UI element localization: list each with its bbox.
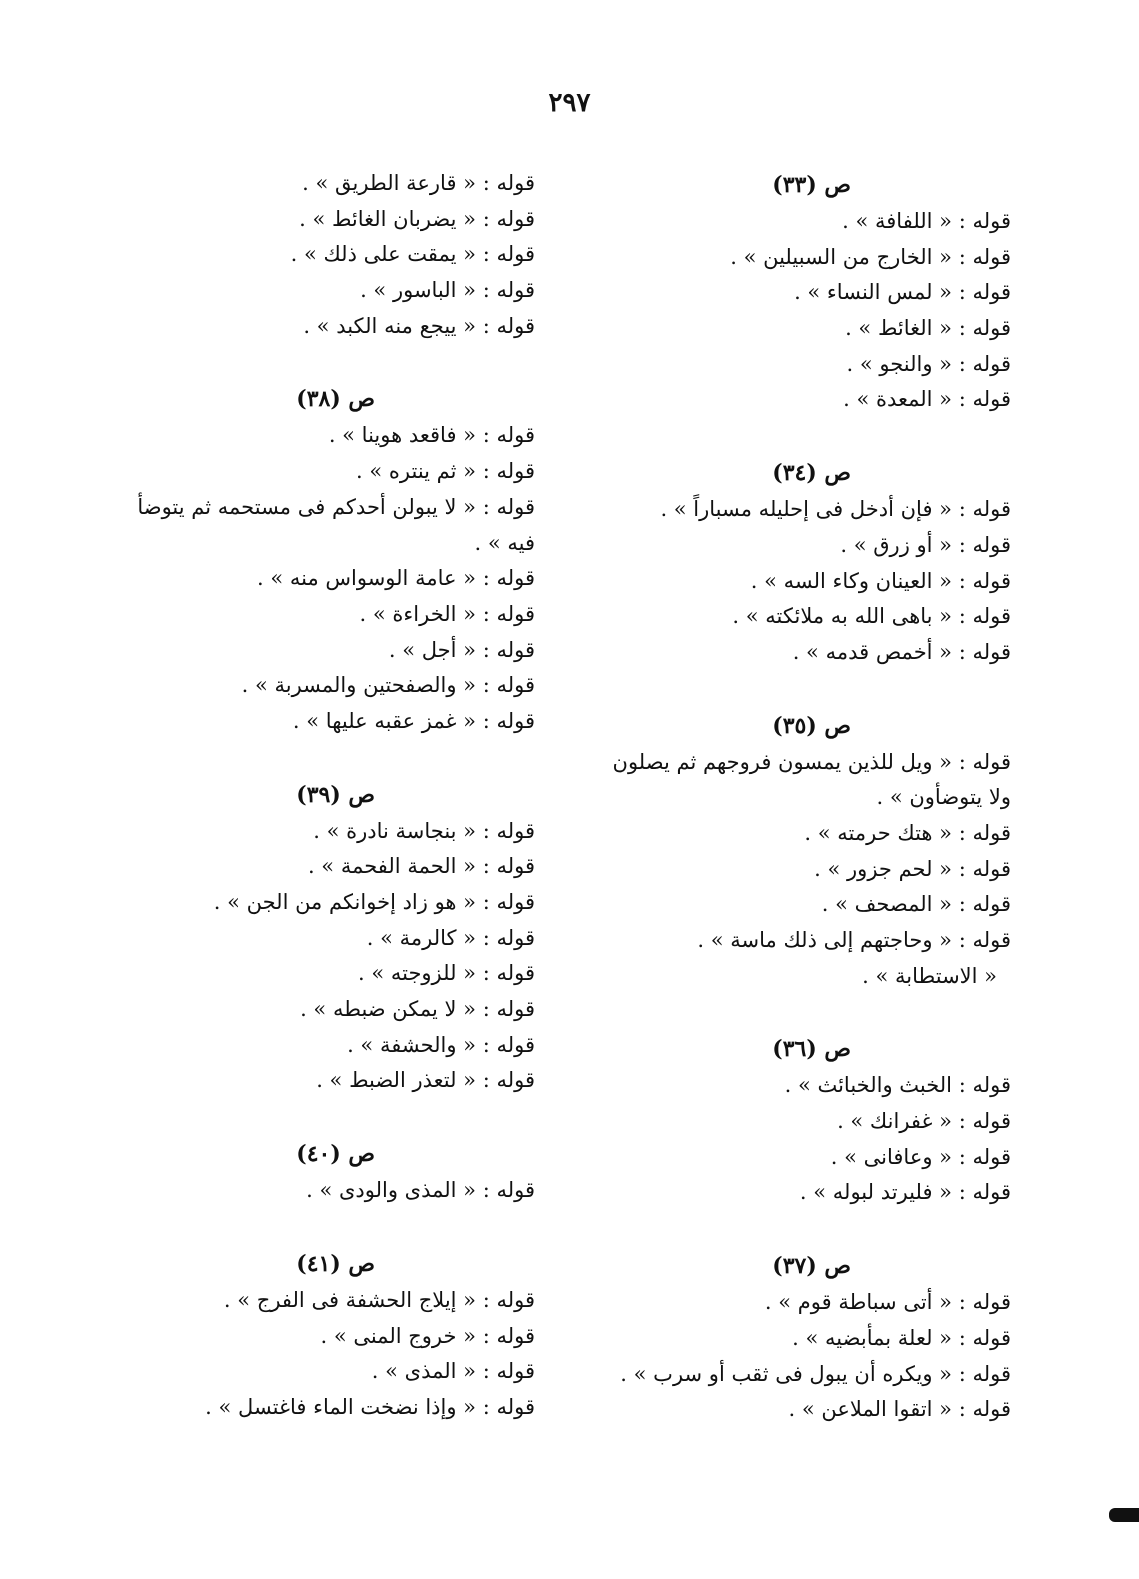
section-heading: ص (٣٦)	[772, 1036, 851, 1063]
entry-line: قوله : « المذى والودى » .	[306, 1178, 535, 1203]
section	[611, 1247, 1011, 1428]
entry-line: قوله : « أتى سباطة قوم » .	[764, 1290, 1011, 1315]
entry-line: قوله : « للزوجته » .	[357, 961, 535, 986]
section	[611, 707, 1011, 995]
section	[611, 166, 1011, 418]
entry-line: قوله : « خروج المنى » .	[320, 1323, 535, 1348]
section-heading: ص (٣٥)	[772, 712, 851, 739]
section-heading: ص (٣٨)	[296, 386, 375, 413]
entry-line: قوله : « وإذا نضخت الماء فاغتسل » .	[205, 1394, 535, 1419]
entry-line: قوله : « هو زاد إخوانكم من الجن » .	[213, 890, 535, 915]
entry-line: قوله : « هتك حرمته » .	[804, 820, 1011, 845]
section	[115, 1135, 535, 1209]
entry-line: قوله : « والصفحتين والمسربة » .	[241, 673, 535, 698]
entry-line: قوله : « عامة الوسواس منه » .	[257, 566, 535, 591]
section-heading: ص (٤٠)	[296, 1141, 375, 1168]
entry-line: قوله : « ويكره أن يبول فى ثقب أو سرب » .	[620, 1361, 1011, 1386]
ink-blot-mark	[1109, 1508, 1139, 1522]
entry-line: قوله : « أجل » .	[388, 637, 535, 662]
entry-line: قوله : الخبث والخبائث » .	[784, 1073, 1011, 1098]
entry-line: قوله : « الغائط » .	[845, 316, 1011, 341]
page-number: ٢٩٧	[548, 88, 591, 118]
entry-line: قوله : « لحم جزور » .	[814, 856, 1011, 881]
entry-line: قوله : « فإن أدخل فى إحليله مسباراً » .	[660, 497, 1011, 522]
section	[115, 776, 535, 1100]
entry-line: قوله : « وعافانى » .	[830, 1144, 1011, 1169]
entry-line: قوله : « فليرتد لبوله » .	[799, 1180, 1011, 1205]
section-heading: ص (٣٧)	[772, 1253, 851, 1280]
entry-line: قوله : « الباسور » .	[360, 278, 535, 303]
entry-line: قوله : « أو زرق » .	[840, 532, 1011, 557]
section	[611, 454, 1011, 670]
entry-line: « الاستطابة » .	[862, 963, 997, 988]
section	[115, 1245, 535, 1426]
entry-line: قوله : « الخارج من السبيلين » .	[730, 244, 1011, 269]
entry-line: قوله : « لا يمكن ضبطه » .	[300, 997, 535, 1022]
entry-line: قوله : « غفرانك » .	[837, 1109, 1011, 1134]
section-heading: ص (٣٩)	[296, 781, 375, 808]
section	[115, 166, 535, 344]
entry-line: قوله : « الخراءة » .	[359, 601, 535, 626]
entry-line: قوله : « وحاجتهم إلى ذلك ماسة » .	[697, 928, 1011, 953]
entry-line: قوله : « إيلاج الحشفة فى الفرج » .	[223, 1287, 535, 1312]
entry-line: قوله : « اتقوا الملاعن » .	[788, 1397, 1011, 1422]
entry-line: قوله : « ويل للذين يمسون فروجهم ثم يصلون ولا يتوضأون » .	[612, 749, 1011, 810]
entry-line: قوله : « يضربان الغائط » .	[299, 206, 535, 231]
entry-line: قوله : « والحشفة » .	[347, 1032, 535, 1057]
entry-line: قوله : « غمز عقبه عليها » .	[292, 708, 535, 733]
left-column	[115, 166, 535, 1462]
entry-line: قوله : « ثم ينتره » .	[356, 459, 535, 484]
section-heading: ص (٣٣)	[772, 172, 851, 198]
entry-line: قوله : « لمس النساء » .	[794, 280, 1011, 305]
section-heading: ص (٣٤)	[772, 460, 851, 487]
entry-line: قوله : « قارعة الطريق » .	[302, 171, 535, 195]
entry-line: قوله : « المصحف » .	[821, 892, 1011, 917]
entry-line: قوله : « العينان وكاء السه » .	[750, 568, 1011, 593]
entry-line: قوله : « والنجو » .	[846, 351, 1011, 376]
entry-line: قوله : « كالرمة » .	[366, 925, 535, 950]
entry-line: قوله : « اللفافة » .	[842, 209, 1011, 233]
entry-line: قوله : « باهى الله به ملائكته » .	[732, 604, 1011, 629]
section	[611, 1030, 1011, 1211]
entry-line: قوله : « المعدة » .	[843, 387, 1011, 412]
entry-line: قوله : « لعلة بمأبضيه » .	[792, 1325, 1011, 1350]
entry-line: قوله : « المذى » .	[371, 1359, 535, 1384]
entry-line: قوله : « الحمة الفحمة » .	[307, 854, 535, 879]
entry-line: قوله : « أخمص قدمه » .	[792, 639, 1011, 664]
right-column	[611, 166, 1011, 1464]
entry-line: قوله : « ييجع منه الكبد » .	[303, 313, 535, 338]
entry-line: قوله : « فاقعد هوينا » .	[328, 423, 535, 448]
entry-line: قوله : « لا يبولن أحدكم فى مستحمه ثم يتوضأ فيه » .	[137, 494, 535, 555]
entry-line: قوله : « بنجاسة نادرة » .	[313, 818, 535, 843]
entry-line: قوله : « لتعذر الضبط » .	[316, 1068, 535, 1093]
entry-line: قوله : « يمقت على ذلك » .	[290, 242, 535, 267]
section	[115, 380, 535, 739]
section-heading: ص (٤١)	[296, 1250, 375, 1277]
